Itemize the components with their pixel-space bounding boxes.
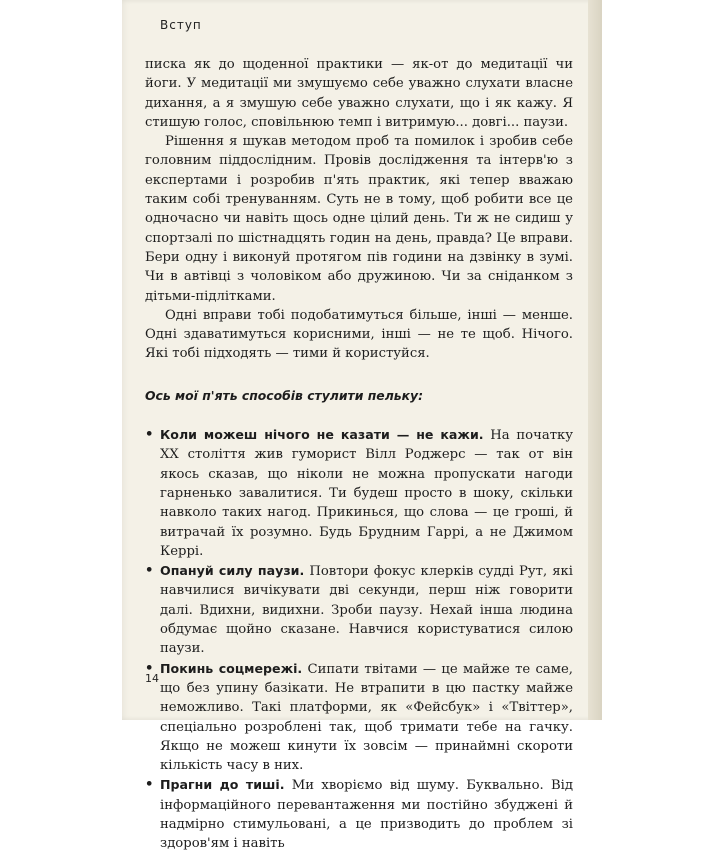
running-head: Вступ bbox=[160, 18, 202, 32]
list-item-text: Сипати твітами — це майже те саме, що без упину базікати. Не втрапити в цю пастку майже неможливо. Такі платформи, як «Фейсбук» і «Твіттер», спеціально розроблені так, щоб тримати тебе на гачку. Якщо не можеш кинути їх зовсім — принаймні скороти кількість часу в них. bbox=[160, 661, 573, 774]
page-number: 14 bbox=[145, 672, 159, 685]
list-item bbox=[145, 659, 573, 776]
bullet-icon: • bbox=[145, 563, 154, 579]
paragraph: писка як до щоденної практики — як-от до медитації чи йоги. У медитації ми змушуємо себе уважно слухати власне дихання, а я змушую себе уважно слухати, що і як кажу. Я стишую голос, сповільнюю темп і витримую... довгі... паузи. bbox=[145, 57, 573, 130]
bullet-icon: • bbox=[145, 777, 154, 793]
list-item bbox=[145, 561, 573, 658]
page-gutter bbox=[588, 0, 602, 720]
list-item-text: Повтори фокус клерків судді Рут, які навчилися вичікувати дві секунди, перш ніж говорити далі. Вдихни, видихни. Зроби паузу. Нехай інша людина обдумає щойно сказане. Навчися користуватися силою паузи. bbox=[160, 564, 574, 657]
paragraph: Рішення я шукав методом проб та помилок і зробив себе головним піддослідним. Провів дослідження та інтерв'ю з експертами і розробив п'ять практик, які тепер вважаю таким собі тренуванням. Суть не в тому, щоб робити все це одночасно чи навіть щось одне цілий день. Ти ж не сидиш у спортзалі по шістнадцять годин на день, правда? Це вправи. Бери одну і виконуй протягом пів години на дзвінку в зумі. Чи в автівці з чоловіком або дружиною. Чи за сніданком з дітьми-підлітками. bbox=[145, 134, 573, 304]
list-item-heading: Коли можеш нічого не казати — не кажи. bbox=[160, 427, 484, 443]
bullet-icon: • bbox=[145, 427, 154, 443]
methods-list bbox=[145, 425, 573, 854]
list-item-heading: Опануй силу паузи. bbox=[160, 563, 305, 579]
page-body bbox=[145, 55, 573, 854]
list-item-heading: Покинь соцмережі. bbox=[160, 660, 303, 676]
list-item-heading: Прагни до тиші. bbox=[160, 777, 285, 793]
paragraph: Одні вправи тобі подобатимуться більше, інші — менше. Одні здаватимуться корисними, інші — не те щоб. Нічого. Які тобі підходять — тими й користуйся. bbox=[145, 307, 573, 362]
bullet-icon: • bbox=[145, 660, 154, 676]
list-item bbox=[145, 425, 573, 561]
list-item-text: На початку XX століття жив гуморист Вілл Роджерс — так от він якось сказав, що ніколи не можна пропускати нагоди гарненько завалитися. Ти будеш просто в шоку, скільки навколо таких нагод. Прикинься, що слова — це гроші, й витрачай їх розумно. Будь Брудним Гаррі, а не Джимом Керрі. bbox=[160, 428, 573, 559]
list-item-text: Ми хворіємо від шуму. Буквально. Від інформаційного перевантаження ми постійно збуджені й надмірно стимульовані, а це призводить до проблем зі здоров'ям і навіть bbox=[160, 778, 573, 852]
list-item bbox=[145, 775, 573, 853]
list-lead: Ось мої п'ять способів стулити пельку: bbox=[145, 387, 424, 403]
